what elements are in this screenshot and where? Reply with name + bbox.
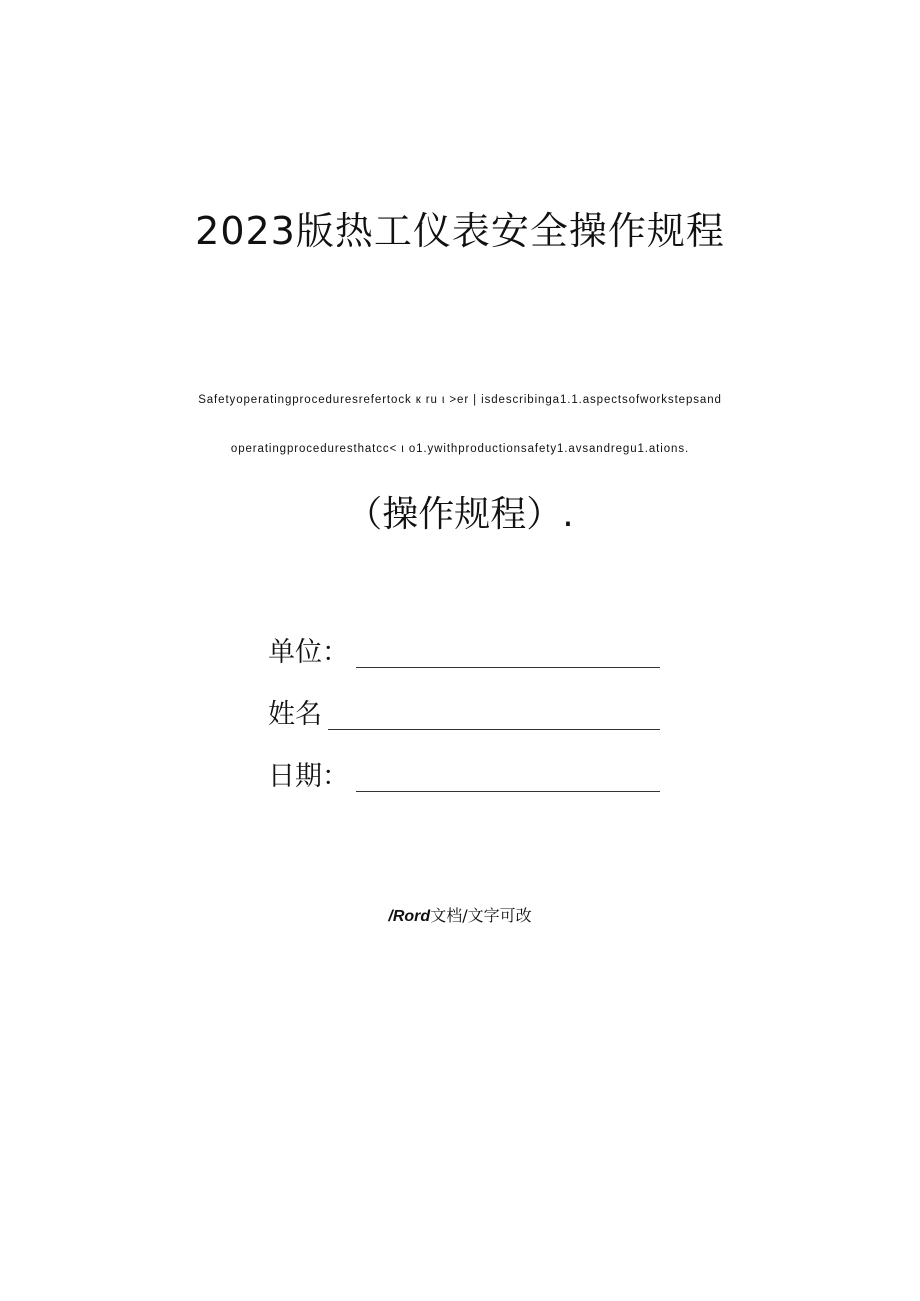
footer-prefix: /Rord: [388, 908, 431, 925]
footer-suffix: 文档/文字可改: [430, 906, 532, 925]
name-label: 姓名: [268, 699, 322, 730]
unit-label: 单位：: [268, 637, 349, 668]
date-blank-line: [356, 791, 660, 792]
name-field: [268, 692, 668, 732]
secondary-heading: （操作规程）.: [346, 494, 574, 535]
document-title: 2023版热工仪表安全操作规程: [195, 209, 725, 253]
unit-field: [268, 630, 668, 670]
subtitle-line-2: operatingproceduresthatcc< ι o1.ywithproductionsafety1.avsandregu1.ations.: [230, 443, 690, 455]
date-label: 日期：: [268, 761, 349, 792]
date-field: [268, 754, 668, 794]
footer-note: [0, 903, 920, 926]
name-blank-line: [328, 729, 660, 730]
unit-blank-line: [356, 667, 660, 668]
subtitle-line-1: Safetyoperatingproceduresrefertock к ru ι >er | isdescribinga1.1.aspectsofworkstepsand: [198, 394, 722, 406]
